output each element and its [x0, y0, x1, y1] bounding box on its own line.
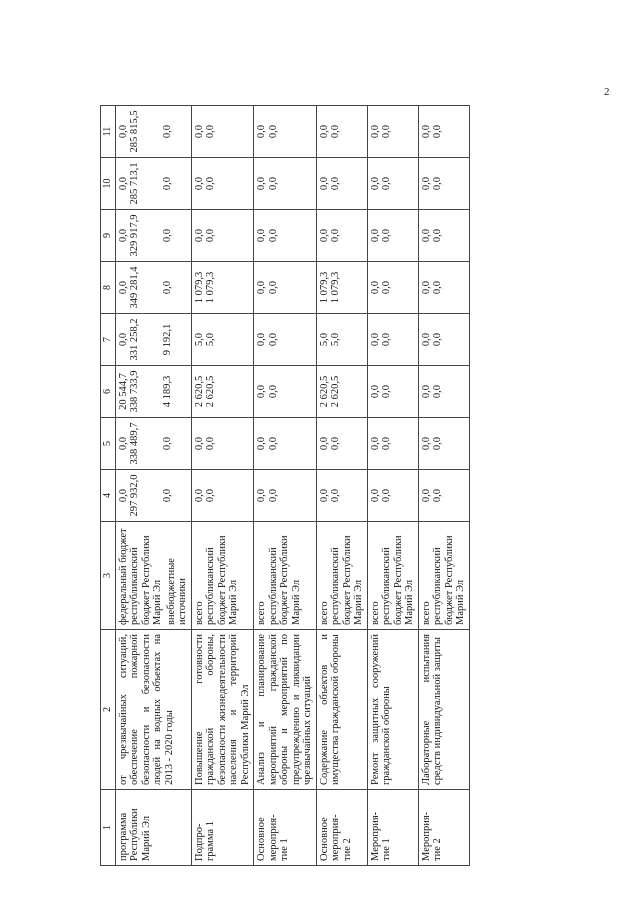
value-group: 0,0 0,0 [256, 332, 279, 347]
column-header: 9 [101, 210, 116, 262]
value-group: 1 079,3 1 079,3 [318, 271, 341, 304]
row-funding-sources [115, 522, 191, 630]
value-group: 2 620,5 2 620,5 [318, 375, 341, 408]
value-group: 5,0 5,0 [193, 332, 216, 347]
funding-source-line: Марий Эл [404, 579, 415, 625]
value-group: 0,0 [161, 228, 173, 243]
funding-source [256, 526, 302, 625]
funding-source-line: республиканский [129, 547, 140, 625]
year-value-cell [367, 158, 418, 210]
year-value-cell [115, 470, 191, 522]
funding-source-line: бюджет Республики [140, 535, 152, 625]
row-name-line: программа [117, 812, 129, 861]
value-group: 0,0 0,0 [193, 488, 216, 503]
value-group: 20 544,7 338 733,9 [117, 370, 140, 413]
value-group: 0,0 0,0 [318, 228, 341, 243]
funding-source [421, 526, 467, 625]
table-row [367, 106, 418, 866]
year-value-cell [115, 366, 191, 418]
row-name-line: тие 2 [432, 838, 443, 861]
year-value-cell [254, 106, 317, 158]
year-value-cell [367, 262, 418, 314]
year-value-cell [254, 470, 317, 522]
table-row [115, 106, 191, 866]
value-group: 0,0 0,0 [420, 488, 443, 503]
value-group: 0,0 [161, 176, 173, 191]
row-name-line: Мероприя- [369, 811, 381, 861]
row-name-line: Основное [318, 817, 330, 861]
year-value-cell [367, 418, 418, 470]
value-group: 0,0 0,0 [193, 436, 216, 451]
page-number: 2 [604, 86, 610, 98]
value-group: 0,0 0,0 [369, 228, 392, 243]
year-value-cell [316, 158, 367, 210]
year-value-cell [115, 314, 191, 366]
funding-source-line: республиканский [205, 547, 216, 625]
value-group: 9 192,1 [161, 323, 173, 356]
funding-source-line: Марий Эл [290, 579, 302, 625]
table-header-row [101, 106, 116, 866]
column-header: 4 [101, 470, 116, 522]
value-group: 0,0 0,0 [369, 176, 392, 191]
row-description: Анализ и планирование мероприятий гражданской обороны и мероприятий по предупреждению и ликвидации чрезвычайных ситуаций [254, 630, 317, 790]
year-value-cell [367, 106, 418, 158]
value-group: 0,0 0,0 [420, 332, 443, 347]
value-group: 0,0 [161, 436, 173, 451]
value-group: 0,0 0,0 [193, 176, 216, 191]
value-group: 0,0 0,0 [193, 124, 216, 139]
row-name-line: Мероприя- [420, 811, 432, 861]
row-name-line: Подпро- [193, 823, 205, 861]
row-description: Лабораторные испытания средств индивидуальной защиты [418, 630, 469, 790]
value-group: 0,0 [161, 488, 173, 503]
year-value-cell [418, 106, 469, 158]
funding-source-line: источники [177, 578, 188, 625]
row-name-line: мероприя- [267, 814, 279, 861]
row-funding-sources [418, 522, 469, 630]
funding-source-line: всего [318, 601, 330, 625]
year-value-cell [191, 262, 254, 314]
funding-source-line: федеральный бюджет [117, 528, 129, 625]
value-group: 0,0 331 258,2 [117, 318, 140, 361]
column-header: 6 [101, 366, 116, 418]
year-value-cell [115, 106, 191, 158]
table-row [191, 106, 254, 866]
year-value-cell [191, 210, 254, 262]
row-funding-sources [367, 522, 418, 630]
year-value-cell [191, 314, 254, 366]
table-row [418, 106, 469, 866]
funding-source-line: всего [369, 601, 381, 625]
year-value-cell [316, 210, 367, 262]
column-header: 10 [101, 158, 116, 210]
row-program-name [367, 790, 418, 866]
value-group: 0,0 0,0 [256, 228, 279, 243]
budget-table [100, 105, 470, 866]
funding-source [194, 526, 240, 625]
funding-source [118, 526, 164, 625]
row-funding-sources [316, 522, 367, 630]
year-value-cell [115, 210, 191, 262]
table-row [254, 106, 317, 866]
funding-source-line: бюджет Республики [443, 535, 455, 625]
row-description: Содержание объектов и имущества гражданской обороны [316, 630, 367, 790]
value-group: 5,0 5,0 [318, 332, 341, 347]
funding-source-line: Марий Эл [455, 579, 466, 625]
value-group: 0,0 0,0 [369, 332, 392, 347]
year-value-cell [115, 418, 191, 470]
funding-source [319, 526, 365, 625]
year-value-cell [418, 314, 469, 366]
value-group: 0,0 297 932,0 [117, 474, 140, 517]
year-value-cell [254, 158, 317, 210]
value-group: 0,0 0,0 [256, 176, 279, 191]
funding-source-line: бюджет Республики [279, 535, 290, 625]
value-group: 0,0 0,0 [369, 384, 392, 399]
year-value-cell [418, 366, 469, 418]
funding-source [370, 526, 416, 625]
year-value-cell [191, 106, 254, 158]
funding-source-line: Марий Эл [152, 579, 163, 625]
funding-source-line: всего [256, 601, 267, 625]
row-description: Ремонт защитных сооружений гражданской обороны [367, 630, 418, 790]
funding-source-line: республиканский [267, 547, 279, 625]
value-group: 0,0 0,0 [420, 280, 443, 295]
year-value-cell [254, 366, 317, 418]
value-group: 0,0 329 917,9 [117, 214, 140, 257]
column-header: 1 [101, 790, 116, 866]
year-value-cell [191, 366, 254, 418]
funding-source-line: внебюджетные [165, 558, 177, 625]
funding-source-line: республиканский [381, 547, 392, 625]
year-value-cell [418, 470, 469, 522]
funding-source [166, 526, 189, 625]
row-program-name [418, 790, 469, 866]
column-header: 8 [101, 262, 116, 314]
year-value-cell [316, 470, 367, 522]
value-group: 0,0 349 281,4 [117, 266, 140, 309]
value-group: 0,0 285 815,5 [117, 110, 140, 153]
year-value-cell [254, 314, 317, 366]
year-value-cell [418, 262, 469, 314]
funding-source-line: всего [193, 601, 205, 625]
value-group: 0,0 0,0 [256, 488, 279, 503]
year-value-cell [254, 262, 317, 314]
value-group: 0,0 0,0 [318, 176, 341, 191]
value-group: 0,0 0,0 [256, 436, 279, 451]
value-group: 0,0 0,0 [256, 280, 279, 295]
row-name-line: Республики [129, 808, 140, 861]
value-group: 1 079,3 1 079,3 [193, 271, 216, 304]
value-group: 0,0 0,0 [369, 488, 392, 503]
row-description: от чрезвычайных ситуаций, обеспечение пожарной безопасности и безопасности людей на водных объектах на 2013 - 2020 годы [115, 630, 191, 790]
value-group: 0,0 0,0 [369, 436, 392, 451]
value-group: 0,0 0,0 [369, 280, 392, 295]
year-value-cell [316, 262, 367, 314]
row-program-name [254, 790, 317, 866]
value-group: 0,0 338 489,7 [117, 422, 140, 465]
value-group: 0,0 0,0 [420, 436, 443, 451]
row-name-line: тие 1 [381, 838, 392, 861]
year-value-cell [367, 470, 418, 522]
value-group: 0,0 0,0 [256, 124, 279, 139]
year-value-cell [367, 210, 418, 262]
year-value-cell [418, 158, 469, 210]
row-program-name [316, 790, 367, 866]
column-header: 3 [101, 522, 116, 630]
row-name-line: тие 1 [279, 838, 290, 861]
value-group: 0,0 [161, 280, 173, 295]
year-value-cell [115, 262, 191, 314]
value-group: 0,0 0,0 [318, 488, 341, 503]
value-group: 2 620,5 2 620,5 [193, 375, 216, 408]
year-value-cell [418, 210, 469, 262]
funding-source-line: бюджет Республики [341, 535, 353, 625]
value-group: 0,0 0,0 [256, 384, 279, 399]
table-row [316, 106, 367, 866]
year-value-cell [316, 106, 367, 158]
row-description: Повышение готовности гражданской обороны, безопасности жизнедеятельности населения и территорий Республики Марий Эл [191, 630, 254, 790]
value-group: 0,0 0,0 [318, 436, 341, 451]
row-name-line: Марий Эл [140, 815, 152, 861]
rotated-page-content [100, 106, 620, 866]
column-header: 11 [101, 106, 116, 158]
value-group: 0,0 0,0 [193, 228, 216, 243]
funding-source-line: бюджет Республики [392, 535, 404, 625]
row-name-line: мероприя- [330, 814, 341, 861]
year-value-cell [191, 470, 254, 522]
year-value-cell [254, 418, 317, 470]
row-funding-sources [254, 522, 317, 630]
row-funding-sources [191, 522, 254, 630]
year-value-cell [254, 210, 317, 262]
funding-source-line: республиканский [432, 547, 443, 625]
row-program-name [115, 790, 191, 866]
value-group: 0,0 [161, 124, 173, 139]
value-group: 0,0 285 713,1 [117, 162, 140, 205]
value-group: 0,0 0,0 [369, 124, 392, 139]
value-group: 0,0 0,0 [420, 176, 443, 191]
column-header: 5 [101, 418, 116, 470]
funding-source-line: Марий Эл [353, 579, 364, 625]
year-value-cell [367, 366, 418, 418]
year-value-cell [316, 366, 367, 418]
year-value-cell [191, 418, 254, 470]
row-name-line: тие 2 [341, 838, 353, 861]
year-value-cell [316, 314, 367, 366]
row-name-line: грамма 1 [205, 821, 216, 861]
value-group: 0,0 0,0 [420, 228, 443, 243]
row-program-name [191, 790, 254, 866]
value-group: 4 189,3 [161, 375, 173, 408]
value-group: 0,0 0,0 [420, 124, 443, 139]
year-value-cell [418, 418, 469, 470]
value-group: 0,0 0,0 [318, 124, 341, 139]
funding-source-line: Марий Эл [228, 579, 239, 625]
funding-source-line: всего [420, 601, 432, 625]
funding-source-line: бюджет Республики [216, 535, 228, 625]
column-header: 2 [101, 630, 116, 790]
funding-source-line: республиканский [330, 547, 341, 625]
value-group: 0,0 0,0 [420, 384, 443, 399]
year-value-cell [367, 314, 418, 366]
year-value-cell [191, 158, 254, 210]
column-header: 7 [101, 314, 116, 366]
year-value-cell [115, 158, 191, 210]
row-name-line: Основное [256, 817, 267, 861]
year-value-cell [316, 418, 367, 470]
